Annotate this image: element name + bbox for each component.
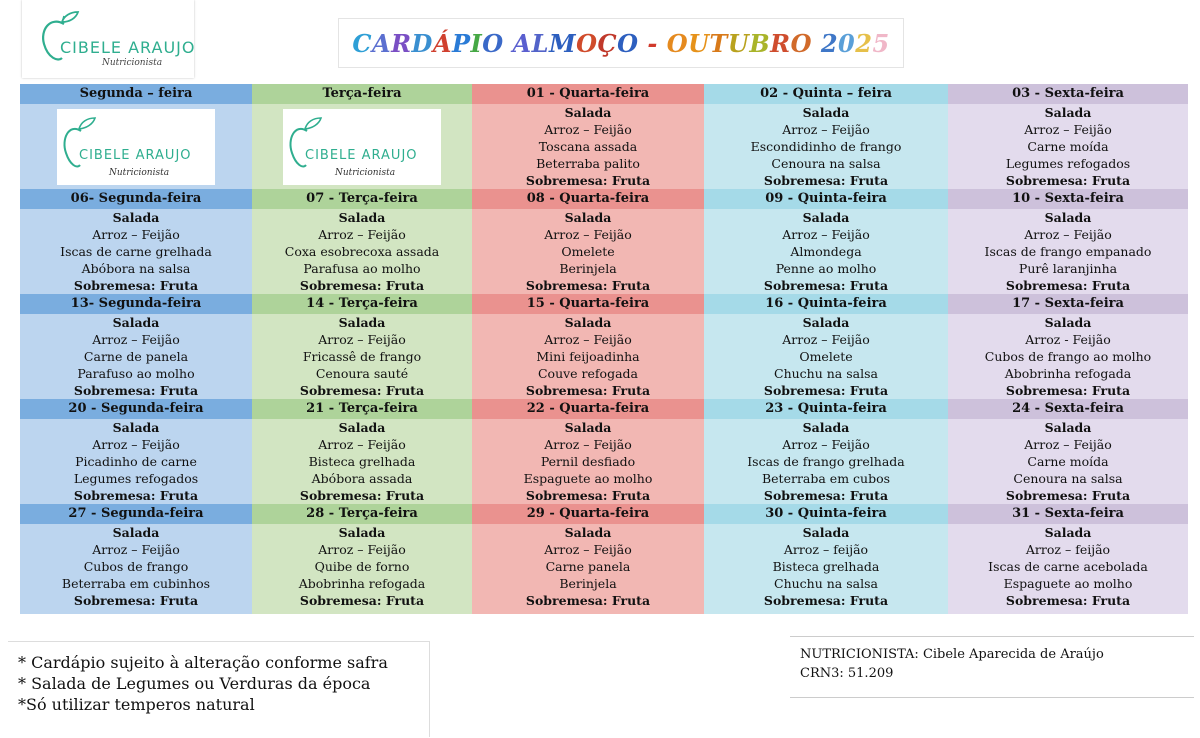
title-letter: 5 (872, 28, 890, 58)
menu-cell (704, 419, 948, 504)
logo (283, 109, 441, 185)
main-dish: Iscas de frango grelhada (747, 454, 905, 469)
side-dish: Abobrinha refogada (1004, 366, 1132, 381)
title-letter: B (749, 28, 771, 58)
main-dish: Almondega (790, 244, 862, 259)
base-dish: Arroz – Feijão (318, 332, 406, 347)
salad-line: Salada (338, 210, 386, 225)
apple-logo-icon (63, 113, 99, 173)
dessert-line: Sobremesa: Fruta (525, 173, 651, 188)
title-letter: L (531, 28, 550, 58)
day-header: 21 - Terça-feira (252, 399, 472, 419)
dessert-line: Sobremesa: Fruta (525, 593, 651, 608)
note-line: * Cardápio sujeito à alteração conforme safra (18, 653, 388, 672)
salad-line: Salada (112, 420, 160, 435)
side-dish: Espaguete ao molho (523, 471, 653, 486)
title-letter: O (666, 28, 689, 58)
base-dish: Arroz – Feijão (318, 437, 406, 452)
base-dish: Arroz – Feijão (782, 437, 870, 452)
side-dish: Purê laranjinha (1018, 261, 1118, 276)
menu-cell (472, 524, 704, 609)
main-dish: Iscas de frango empanado (984, 244, 1152, 259)
base-dish: Arroz – Feijão (1024, 122, 1112, 137)
main-dish: Mini feijoadinha (536, 349, 640, 364)
side-dish: Berinjela (559, 261, 617, 276)
day-header: 09 - Quinta-feira (704, 189, 948, 209)
title-letter: O (617, 28, 639, 58)
menu-cell (704, 314, 948, 399)
menu-cell (20, 209, 252, 294)
main-dish: Iscas de carne grelhada (60, 244, 212, 259)
day-header: Terça-feira (252, 84, 472, 104)
dessert-line: Sobremesa: Fruta (1005, 278, 1131, 293)
main-dish: Picadinho de carne (75, 454, 197, 469)
side-dish: Chuchu na salsa (774, 576, 878, 591)
title-letter: D (411, 28, 433, 58)
day-header: 03 - Sexta-feira (948, 84, 1188, 104)
salad-line: Salada (802, 525, 850, 540)
menu-grid (20, 84, 1188, 614)
title-letter: O (576, 28, 598, 58)
menu-cell (20, 314, 252, 399)
title-box (338, 18, 904, 68)
day-header: 30 - Quinta-feira (704, 504, 948, 524)
menu-cell (704, 524, 948, 609)
base-dish: Arroz – Feijão (544, 542, 632, 557)
main-dish: Carne moída (1027, 454, 1109, 469)
page-title (352, 29, 889, 58)
dessert-line: Sobremesa: Fruta (525, 278, 651, 293)
dessert-line: Sobremesa: Fruta (525, 383, 651, 398)
menu-cell (252, 419, 472, 504)
salad-line: Salada (1044, 210, 1092, 225)
base-dish: Arroz – Feijão (544, 332, 632, 347)
menu-cell (20, 419, 252, 504)
salad-line: Salada (802, 210, 850, 225)
menu-cell (948, 419, 1188, 504)
menu-cell (252, 104, 472, 189)
base-dish: Arroz – Feijão (1024, 227, 1112, 242)
apple-logo-icon (40, 8, 88, 66)
salad-line: Salada (802, 315, 850, 330)
salad-line: Salada (564, 210, 612, 225)
dessert-line: Sobremesa: Fruta (299, 488, 425, 503)
logo-subtitle: Nutricionista (102, 58, 163, 68)
day-header: 27 - Segunda-feira (20, 504, 252, 524)
salad-line: Salada (564, 315, 612, 330)
side-dish: Beterraba em cubos (761, 471, 891, 486)
day-header: 13- Segunda-feira (20, 294, 252, 314)
main-dish: Bisteca grelhada (772, 559, 880, 574)
menu-cell (20, 104, 252, 189)
menu-cell (948, 524, 1188, 609)
main-dish: Carne de panela (83, 349, 189, 364)
day-header: 29 - Quarta-feira (472, 504, 704, 524)
main-dish: Omelete (561, 244, 615, 259)
side-dish: Couve refogada (537, 366, 638, 381)
day-header: Segunda – feira (20, 84, 252, 104)
dessert-line: Sobremesa: Fruta (73, 593, 199, 608)
title-letter: T (709, 28, 728, 58)
salad-line: Salada (564, 105, 612, 120)
menu-cell (20, 524, 252, 609)
title-letter (812, 29, 821, 58)
base-dish: Arroz – Feijão (92, 437, 180, 452)
apple-logo-icon (289, 113, 325, 173)
logo-subtitle: Nutricionista (109, 167, 170, 178)
day-header: 15 - Quarta-feira (472, 294, 704, 314)
logo (57, 109, 215, 185)
menu-cell (948, 209, 1188, 294)
title-letter: Ç (597, 28, 618, 58)
logo-name: CIBELE ARAUJO (79, 147, 192, 163)
dessert-line: Sobremesa: Fruta (763, 593, 889, 608)
day-column (252, 84, 472, 614)
salad-line: Salada (564, 420, 612, 435)
base-dish: Arroz - Feijão (1025, 332, 1111, 347)
title-letter: - (638, 28, 667, 58)
base-dish: Arroz – Feijão (782, 332, 870, 347)
menu-cell (252, 314, 472, 399)
title-letter: U (688, 28, 710, 58)
menu-cell (252, 209, 472, 294)
title-letter: R (391, 28, 412, 58)
title-letter: U (727, 28, 750, 58)
note-line: * Salada de Legumes ou Verduras da época (18, 674, 371, 693)
salad-line: Salada (802, 105, 850, 120)
day-header: 31 - Sexta-feira (948, 504, 1188, 524)
side-dish: Legumes refogados (73, 471, 199, 486)
salad-line: Salada (564, 525, 612, 540)
menu-cell (948, 314, 1188, 399)
menu-cell (472, 209, 704, 294)
title-letter: Á (432, 28, 452, 58)
main-dish: Iscas de carne acebolada (988, 559, 1148, 574)
salad-line: Salada (1044, 315, 1092, 330)
main-dish: Cubos de frango (83, 559, 189, 574)
main-dish: Bisteca grelhada (308, 454, 416, 469)
salad-line: Salada (338, 525, 386, 540)
side-dish: Espaguete ao molho (1003, 576, 1133, 591)
note-line: *Só utilizar temperos natural (18, 695, 255, 714)
side-dish: Cenoura na salsa (771, 156, 881, 171)
side-dish: Abóbora assada (311, 471, 413, 486)
nutritionist-name: NUTRICIONISTA: Cibele Aparecida de Araújo (800, 647, 1104, 662)
main-dish: Pernil desfiado (540, 454, 636, 469)
day-column (704, 84, 948, 614)
dessert-line: Sobremesa: Fruta (525, 488, 651, 503)
logo-name: CIBELE ARAUJO (305, 147, 418, 163)
day-header: 02 - Quinta – feira (704, 84, 948, 104)
menu-cell (472, 104, 704, 189)
base-dish: Arroz – Feijão (782, 122, 870, 137)
base-dish: Arroz – Feijão (92, 227, 180, 242)
side-dish: Beterraba em cubinhos (61, 576, 211, 591)
title-letter: P (451, 28, 471, 58)
side-dish: Parafusa ao molho (303, 261, 421, 276)
day-header: 20 - Segunda-feira (20, 399, 252, 419)
base-dish: Arroz – Feijão (92, 542, 180, 557)
day-column (948, 84, 1188, 614)
day-header: 23 - Quinta-feira (704, 399, 948, 419)
day-header: 06- Segunda-feira (20, 189, 252, 209)
main-dish: Quibe de forno (314, 559, 410, 574)
base-dish: Arroz – Feijão (544, 437, 632, 452)
base-dish: Arroz – Feijão (544, 122, 632, 137)
dessert-line: Sobremesa: Fruta (763, 173, 889, 188)
nutritionist-crn: CRN3: 51.209 (800, 666, 894, 681)
title-letter (504, 29, 513, 58)
menu-cell (704, 209, 948, 294)
title-letter: A (512, 28, 532, 58)
salad-line: Salada (1044, 525, 1092, 540)
nutritionist-box (790, 636, 1194, 698)
notes-box (8, 641, 430, 737)
title-letter: M (549, 28, 577, 58)
salad-line: Salada (1044, 105, 1092, 120)
side-dish: Berinjela (559, 576, 617, 591)
dessert-line: Sobremesa: Fruta (1005, 173, 1131, 188)
day-header: 14 - Terça-feira (252, 294, 472, 314)
day-header: 01 - Quarta-feira (472, 84, 704, 104)
day-column (20, 84, 252, 614)
salad-line: Salada (112, 315, 160, 330)
dessert-line: Sobremesa: Fruta (1005, 488, 1131, 503)
dessert-line: Sobremesa: Fruta (1005, 593, 1131, 608)
base-dish: Arroz – Feijão (1024, 437, 1112, 452)
main-dish: Cubos de frango ao molho (984, 349, 1152, 364)
logo-subtitle: Nutricionista (335, 167, 396, 178)
base-dish: Arroz – Feijão (782, 227, 870, 242)
logo (22, 0, 194, 78)
main-dish: Escondidinho de frango (750, 139, 902, 154)
day-header: 10 - Sexta-feira (948, 189, 1188, 209)
side-dish: Beterraba palito (536, 156, 640, 171)
base-dish: Arroz – Feijão (92, 332, 180, 347)
base-dish: Arroz – Feijão (318, 227, 406, 242)
dessert-line: Sobremesa: Fruta (73, 488, 199, 503)
day-header: 16 - Quinta-feira (704, 294, 948, 314)
salad-line: Salada (112, 525, 160, 540)
dessert-line: Sobremesa: Fruta (763, 278, 889, 293)
day-header: 07 - Terça-feira (252, 189, 472, 209)
dessert-line: Sobremesa: Fruta (73, 278, 199, 293)
dessert-line: Sobremesa: Fruta (763, 488, 889, 503)
day-header: 08 - Quarta-feira (472, 189, 704, 209)
base-dish: Arroz – feijão (783, 542, 869, 557)
title-letter: O (482, 28, 504, 58)
side-dish: Parafuso ao molho (77, 366, 195, 381)
base-dish: Arroz – feijão (1025, 542, 1111, 557)
title-letter: I (470, 28, 483, 58)
dessert-line: Sobremesa: Fruta (299, 593, 425, 608)
title-letter: O (790, 28, 812, 58)
base-dish: Arroz – Feijão (318, 542, 406, 557)
salad-line: Salada (802, 420, 850, 435)
title-letter: C (352, 28, 372, 58)
title-letter: R (770, 28, 791, 58)
side-dish: Cenoura sauté (315, 366, 409, 381)
side-dish: Chuchu na salsa (774, 366, 878, 381)
salad-line: Salada (338, 315, 386, 330)
title-letter: 0 (838, 28, 856, 58)
title-letter: 2 (820, 28, 839, 58)
title-letter: A (371, 28, 392, 58)
main-dish: Carne panela (545, 559, 631, 574)
day-column (472, 84, 704, 614)
salad-line: Salada (1044, 420, 1092, 435)
menu-cell (948, 104, 1188, 189)
side-dish: Legumes refogados (1005, 156, 1131, 171)
main-dish: Toscana assada (538, 139, 638, 154)
dessert-line: Sobremesa: Fruta (73, 383, 199, 398)
side-dish: Penne ao molho (775, 261, 877, 276)
dessert-line: Sobremesa: Fruta (299, 278, 425, 293)
side-dish: Abóbora na salsa (81, 261, 191, 276)
side-dish: Abobrinha refogada (298, 576, 426, 591)
salad-line: Salada (112, 210, 160, 225)
menu-cell (472, 314, 704, 399)
main-dish: Fricassê de frango (302, 349, 422, 364)
side-dish: Cenoura na salsa (1013, 471, 1123, 486)
day-header: 28 - Terça-feira (252, 504, 472, 524)
menu-cell (252, 524, 472, 609)
menu-cell (704, 104, 948, 189)
main-dish: Omelete (799, 349, 853, 364)
base-dish: Arroz – Feijão (544, 227, 632, 242)
day-header: 22 - Quarta-feira (472, 399, 704, 419)
dessert-line: Sobremesa: Fruta (299, 383, 425, 398)
dessert-line: Sobremesa: Fruta (1005, 383, 1131, 398)
salad-line: Salada (338, 420, 386, 435)
main-dish: Coxa esobrecoxa assada (284, 244, 440, 259)
day-header: 17 - Sexta-feira (948, 294, 1188, 314)
title-letter: 2 (855, 28, 873, 58)
day-header: 24 - Sexta-feira (948, 399, 1188, 419)
dessert-line: Sobremesa: Fruta (763, 383, 889, 398)
main-dish: Carne moída (1027, 139, 1109, 154)
logo-name: CIBELE ARAUJO (60, 38, 196, 57)
menu-cell (472, 419, 704, 504)
